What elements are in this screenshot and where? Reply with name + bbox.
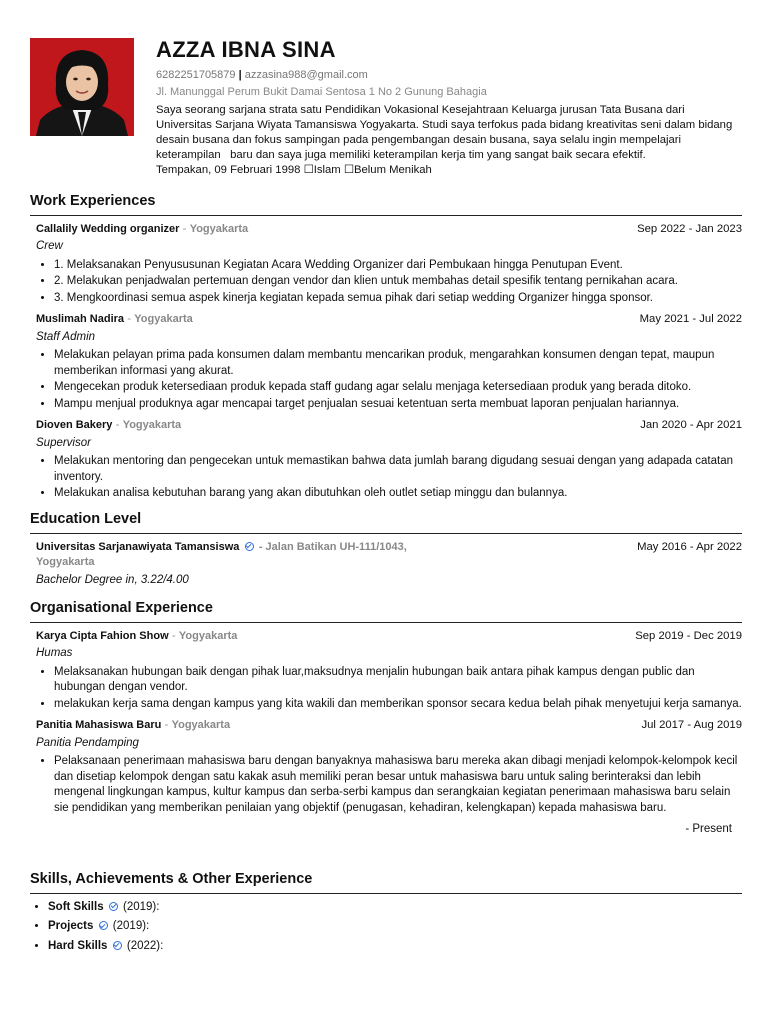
location: Yogyakarta xyxy=(122,419,182,432)
personal-details: Tempakan, 09 Februari 1998 ☐Islam ☐Belum Menikah xyxy=(156,163,432,176)
profile-summary: Saya seorang sarjana strata satu Pendidikan Vokasional Kesejahtraan Keluarga jurusan Tata Busana dari Universitas Sarjana Wiyata Tamansiswa Yogyakarta. Studi saya terfokus pada bidang kreativitas seni dalam bidang desain busana dan fokus sampingan pada pengembangan desain busana, saya selalu ingin mempelajari keterampilan baru dan saya juga memiliki keterampilan kerja tim yang sangat baik secara efektif. xyxy=(156,103,736,161)
section-title: Skills, Achievements & Other Experience xyxy=(30,870,742,894)
location: - Jalan Batikan UH-111/1043, Yogyakarta xyxy=(36,540,407,569)
date-range: Jul 2017 - Aug 2019 xyxy=(641,719,742,732)
dash: - xyxy=(127,313,132,326)
contact-separator: | xyxy=(238,69,242,82)
date-range: May 2016 - Apr 2022 xyxy=(637,540,742,553)
organisation-role: Humas xyxy=(36,647,73,660)
bullet-list xyxy=(36,258,742,307)
section-title: Work Experiences xyxy=(30,192,742,216)
date-range: Sep 2019 - Dec 2019 xyxy=(635,629,742,642)
organisation-role: Panitia Pendamping xyxy=(36,736,139,749)
present-label: - Present xyxy=(685,823,732,836)
skill-year: (2019): xyxy=(123,900,160,913)
list-item: • melakukan kerja sama dengan kampus yang kita wakili dan memberikan sponsor secara kedua belah pihak menyetujui kerja samanya. xyxy=(54,697,742,713)
list-item: • Pelaksanaan penerimaan mahasiswa baru dengan banyaknya mahasiswa baru mereka akan dibagi menjadi kelompok-kelompok kecil dan disetiap kelompok dengan satu kakak asuh memiliki peran besar untuk mahasiswa baru untuk saling berinteraksi dan lebih mengenal lingkungan kampus, kultur kampus dan serba-serbi kampus dan serangkaian kegiatan penerimaan mahasiswa baru selain sie pendidikan yang memberikan penilaian yang objektif (penugasan, kehadiran, kelengkapan) kepada mahasiswa baru. xyxy=(54,754,742,816)
skill-item xyxy=(48,900,742,916)
contact-line xyxy=(156,68,740,83)
list-item: • 3. Mengkoordinasi semua aspek kinerja kegiatan kepada semua pihak dari setiap wedding Organizer hingga sponsor. xyxy=(54,291,742,307)
bullet-list xyxy=(36,665,742,713)
list-item: • Melakukan analisa kebutuhan barang yang akan dibutuhkan oleh outlet setiap minggu dan bulannya. xyxy=(54,486,742,502)
skill-item xyxy=(48,939,742,955)
skill-label: Soft Skills xyxy=(48,900,104,913)
work-entry xyxy=(36,418,742,502)
location: Yogyakarta xyxy=(178,629,238,642)
skill-year: (2019): xyxy=(112,920,150,933)
work-entry xyxy=(36,312,742,412)
section-title: Education Level xyxy=(30,510,742,534)
education-section xyxy=(30,510,742,594)
list-item: • 2. Melakukan penjadwalan pertemuan dengan vendor dan klien untuk membahas detail spesifik tentang pernikahan acara. xyxy=(54,274,742,290)
profile-photo xyxy=(30,38,134,136)
dash: - xyxy=(182,222,187,235)
job-role: Staff Admin xyxy=(36,330,96,343)
bullet-list xyxy=(36,348,742,412)
job-role: Crew xyxy=(36,240,63,253)
dash: - xyxy=(164,719,169,732)
skills-list xyxy=(30,900,742,955)
list-item: • Melakukan pelayan prima pada konsumen dalam membantu mencarikan produk, mengarahkan konsumen dengan tepat, maupun memberikan informasi yang akurat. xyxy=(54,348,742,379)
employer-name: Muslimah Nadira xyxy=(36,313,125,326)
skills-section xyxy=(30,870,742,955)
job-role: Supervisor xyxy=(36,436,91,449)
location: Yogyakarta xyxy=(134,313,193,326)
education-entry xyxy=(36,540,742,589)
institution-name: Universitas Sarjanawiyata Tamansiswa xyxy=(36,540,240,553)
verified-check-icon xyxy=(109,902,118,911)
person-name: AZZA IBNA SINA xyxy=(156,37,336,62)
organisation-entry xyxy=(36,629,742,713)
location: Yogyakarta xyxy=(189,222,249,235)
list-item: • Mampu menjual produknya agar mencapai target penjualan sesuai ketentuan serta membuat laporan penjualan hariannya. xyxy=(54,397,742,413)
date-range: Sep 2022 - Jan 2023 xyxy=(637,222,742,235)
dash: - xyxy=(171,629,176,642)
employer-name: Dioven Bakery xyxy=(36,419,113,432)
bullet-list xyxy=(36,454,742,502)
organisation-name: Panitia Mahasiswa Baru xyxy=(36,719,162,732)
work-entry xyxy=(36,222,742,307)
skill-year: (2022): xyxy=(126,939,164,952)
list-item: • Melakukan mentoring dan pengecekan untuk memastikan bahwa data jumlah barang digudang sesuai dengan yang adapada catatan inventory. xyxy=(54,454,742,485)
skill-item xyxy=(48,919,742,935)
work-experience-section xyxy=(30,192,742,508)
verified-check-icon xyxy=(99,921,108,930)
employer-name: Callalily Wedding organizer xyxy=(36,222,180,235)
skill-label: Hard Skills xyxy=(48,939,108,952)
header-info xyxy=(156,38,740,178)
organisation-entry xyxy=(36,718,742,816)
verified-check-icon xyxy=(245,542,254,551)
skill-label: Projects xyxy=(48,920,94,933)
organisation-name: Karya Cipta Fahion Show xyxy=(36,629,169,642)
bullet-list xyxy=(36,754,742,816)
date-range: Jan 2020 - Apr 2021 xyxy=(640,419,742,432)
list-item: • 1. Melaksanakan Penyususunan Kegiatan Acara Wedding Organizer dari Pembukaan hingga Penutupan Event. xyxy=(54,258,742,274)
verified-check-icon xyxy=(113,941,122,950)
degree: Bachelor Degree in, 3.22/4.00 xyxy=(36,573,189,586)
list-item: • Melaksanakan hubungan baik dengan pihak luar,maksudnya menjalin hubungan baik antara pihak kampus dengan public dan hubungan dengan vendor. xyxy=(54,665,742,696)
list-item: • Mengecekan produk ketersediaan produk kepada staff gudang agar selalu menjaga ketersediaan produk yang berada ditoko. xyxy=(54,380,742,396)
location: Yogyakarta xyxy=(171,719,231,732)
dash: - xyxy=(115,419,120,432)
email-address[interactable]: azzasina988@gmail.com xyxy=(244,69,368,82)
organisational-experience-section xyxy=(30,599,742,838)
home-address: Jl. Manunggal Perum Bukit Damai Sentosa 1 No 2 Gunung Bahagia xyxy=(156,86,487,99)
phone-number[interactable]: 6282251705879 xyxy=(156,69,236,82)
date-range: May 2021 - Jul 2022 xyxy=(639,313,742,326)
section-title: Organisational Experience xyxy=(30,599,742,623)
